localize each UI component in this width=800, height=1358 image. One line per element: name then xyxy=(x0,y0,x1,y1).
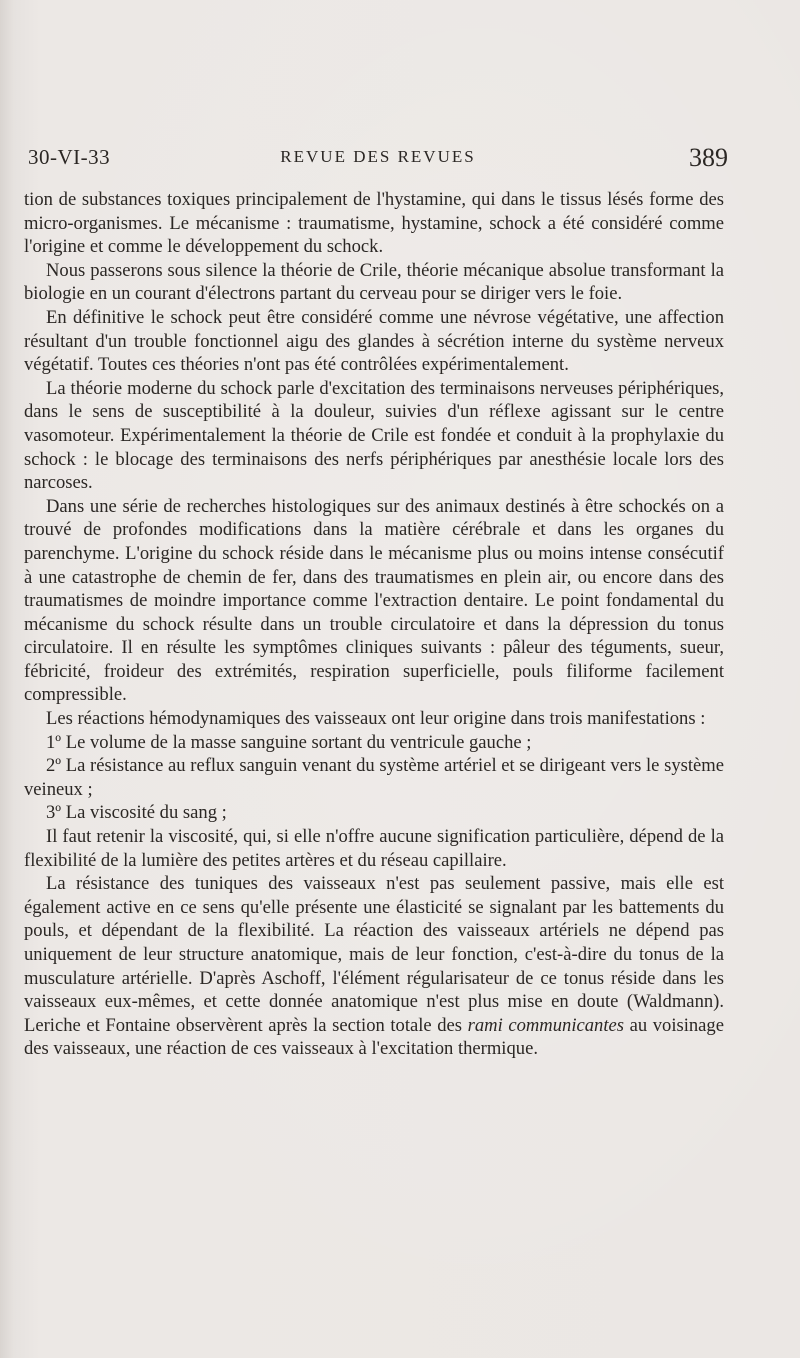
list-item-2: 2º La résistance au reflux sanguin venant du système artériel et se dirigeant vers le système veineux ; xyxy=(24,755,724,800)
paragraph-8 xyxy=(24,872,724,1061)
paragraph-8-end: au voisinage des vaisseaux, une réaction de ces vaisseaux à l'excitation thermique. xyxy=(24,1014,724,1060)
header-date: 30-VI-33 xyxy=(28,145,111,169)
paragraph-2: Nous passerons sous silence la théorie de Crile, théorie mécanique absolue transformant la biologie en un courant d'électrons partant du cerveau pour se diriger vers le foie. xyxy=(24,259,724,305)
paragraph-4: La théorie moderne du schock parle d'excitation des terminaisons nerveuses périphériques, dans le sens de susceptibilité à la douleur, suivies d'un réflexe agissant sur le centre vasomoteur. Expérimentalement la théorie de Crile est fondée et conduit à la prophylaxie du schock : le blocage des terminaisons des nerfs périphériques par anesthésie locale lors des narcoses. xyxy=(24,377,724,494)
running-header xyxy=(28,143,728,179)
paragraph-1: tion de substances toxiques principalement de l'hystamine, qui dans le tissus lésés forme des micro-organismes. Le mécanisme : traumatisme, hystamine, schock a été considéré comme l'origine et comme le développement du schock. xyxy=(24,189,724,258)
list-item-1: 1º Le volume de la masse sanguine sortant du ventricule gauche ; xyxy=(46,731,532,753)
italic-term: rami communicantes xyxy=(467,1014,624,1036)
page-number: 389 xyxy=(689,143,728,172)
paragraph-5: Dans une série de recherches histologiques sur des animaux destinés à être schockés on a trouvé de profondes modifications dans la matière cérébrale et dans les organes du parenchyme. L'origine du schock réside dans le mécanisme plus ou moins intense consécutif à une catastrophe de chemin de fer, dans des traumatismes en plein air, ou encore dans des traumatismes de moindre importance comme l'extraction dentaire. Le point fondamental du mécanisme du schock résulte dans un trouble circulatoire et dans la dépression du tonus circulatoire. Il en résulte les symptômes cliniques suivants : pâleur des téguments, sueur, fébricité, froideur des extrémités, respiration superficielle, pouls filiforme facilement compressible. xyxy=(24,495,724,706)
body-text xyxy=(24,188,724,1061)
paragraph-8-text: La résistance des tuniques des vaisseaux n'est pas seulement passive, mais elle est également active en ce sens qu'elle présente une élasticité se signalant par les battements du pouls, et dépendant de la flexibilité. La réaction des vaisseaux artériels ne dépend pas uniquement de leur structure anatomique, mais de leur fonction, c'est-à-dire du tonus de la musculature artérielle. D'après Aschoff, l'élément régularisateur de ce tonus réside dans les vaisseaux eux-mêmes, et cette donnée anatomique n'est plus mise en doute (Waldmann). Leriche et Fontaine observèrent après la section totale des xyxy=(24,873,724,1036)
header-title: REVUE DES REVUES xyxy=(280,147,476,166)
paragraph-7: Il faut retenir la viscosité, qui, si elle n'offre aucune signification particulière, dépend de la flexibilité de la lumière des petites artères et du réseau capillaire. xyxy=(24,826,724,871)
paragraph-6: Les réactions hémodynamiques des vaisseaux ont leur origine dans trois manifestations : xyxy=(46,708,706,730)
paragraph-3: En définitive le schock peut être considéré comme une névrose végétative, une affection résultant d'un trouble fonctionnel aigu des glandes à sécrétion interne du système nerveux végétatif. Toutes ces théories n'ont pas été contrôlées expérimentalement. xyxy=(24,306,724,376)
list-item-3: 3º La viscosité du sang ; xyxy=(46,802,227,824)
